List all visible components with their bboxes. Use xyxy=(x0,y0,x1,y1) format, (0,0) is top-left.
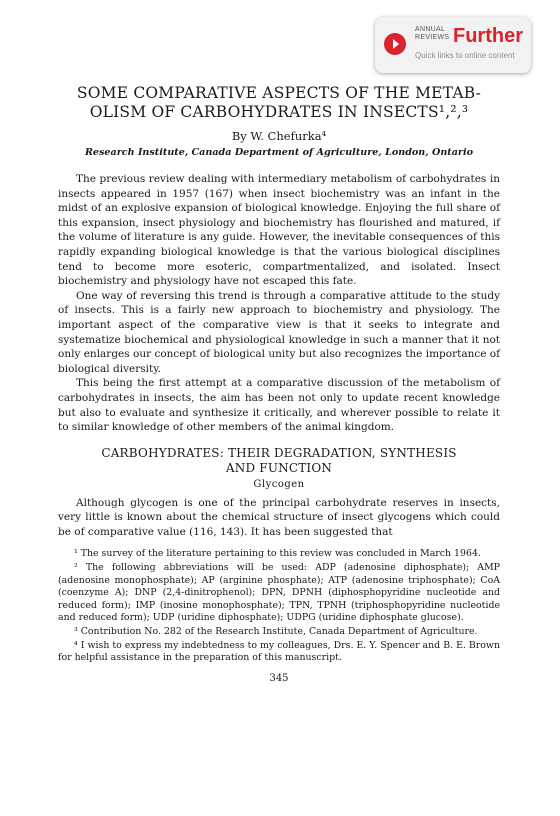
title-line-1: SOME COMPARATIVE ASPECTS OF THE METAB- xyxy=(76,84,482,102)
footnotes xyxy=(58,548,500,664)
annual-reviews-label: ANNUAL REVIEWS xyxy=(415,26,450,41)
article-page xyxy=(58,84,500,684)
paragraph: The previous review dealing with intermediary metabolism of carbohydrates in insects appeared in 1957 (167) when insect biochemistry was an infant in the midst of an explosive expansion of biological knowledge. Enjoying the full share of this expansion, insect physiology and biochemistry has flourished and matured, if the volume of literature is any guide. However, the inevitable consequences of this rapidly expanding biological knowledge is that the various biological disciplines tend to become more esoteric, compartmentalized, and isolated. Insect biochemistry and physiology have not escaped this fate. xyxy=(58,173,500,288)
author-byline: By W. Chefurka⁴ xyxy=(231,129,327,143)
footnote: ¹ The survey of the literature pertaining to this review was concluded in March 1964. xyxy=(74,548,481,560)
article-body xyxy=(58,172,500,539)
paragraph: This being the first attempt at a comparative discussion of the metabolism of carbohydrates in insects, the aim has been not only to update recent knowledge but also to evaluate and synthesize it critically, and wherever possible to relate it to similar knowledge of other members of the animal kingdom. xyxy=(58,377,500,434)
further-label: Further xyxy=(453,25,523,47)
page-number: 345 xyxy=(269,672,289,684)
further-banner[interactable] xyxy=(375,17,531,73)
footnote: ³ Contribution No. 282 of the Research Institute, Canada Department of Agriculture. xyxy=(74,626,478,638)
section-heading: CARBOHYDRATES: THEIR DEGRADATION, SYNTHESIS AND FUNCTION xyxy=(101,445,457,475)
paragraph: Although glycogen is one of the principal carbohydrate reserves in insects, very little is known about the chemical structure of insect glycogens which could be of comparative value (116, 143). It has been suggested that xyxy=(58,496,500,538)
quick-links-label: Quick links to online content xyxy=(415,51,515,60)
author-affiliation: Research Institute, Canada Department of Agriculture, London, Ontario xyxy=(84,147,474,158)
article-title xyxy=(58,84,500,122)
play-circle-icon xyxy=(384,33,406,55)
title-line-2: OLISM OF CARBOHYDRATES IN INSECTS¹,²,³ xyxy=(89,103,469,121)
subsection-heading: Glycogen xyxy=(253,478,305,490)
footnote: ² The following abbreviations will be used: ADP (adenosine diphosphate); AMP (adenosine monophosphate); AP (arginine phosphate); ATP (adenosine triphosphate); CoA (coenzyme A); DNP (2,4-dinitrophenol); DPN, DPNH (diphosphopyridine nucleotide and reduced form); IMP (inosine monophosphate); TPN, TPNH (triphosphopyridine nucleotide and reduced form); UDP (uridine diphosphate); UDPG (uridine diphosphate glucose). xyxy=(58,562,500,624)
paragraph: One way of reversing this trend is through a comparative attitude to the study of insects. This is a fairly new approach to biochemistry and physiology. The important aspect of the comparative view is that it seeks to integrate and systematize biochemical and physiological knowledge in such a manner that it not only enlarges our concept of biological unity but also recognizes the importance of biological diversity. xyxy=(58,289,500,375)
footnote: ⁴ I wish to express my indebtedness to my colleagues, Drs. E. Y. Spencer and B. E. Brown for helpful assistance in the preparation of this manuscript. xyxy=(58,639,500,664)
